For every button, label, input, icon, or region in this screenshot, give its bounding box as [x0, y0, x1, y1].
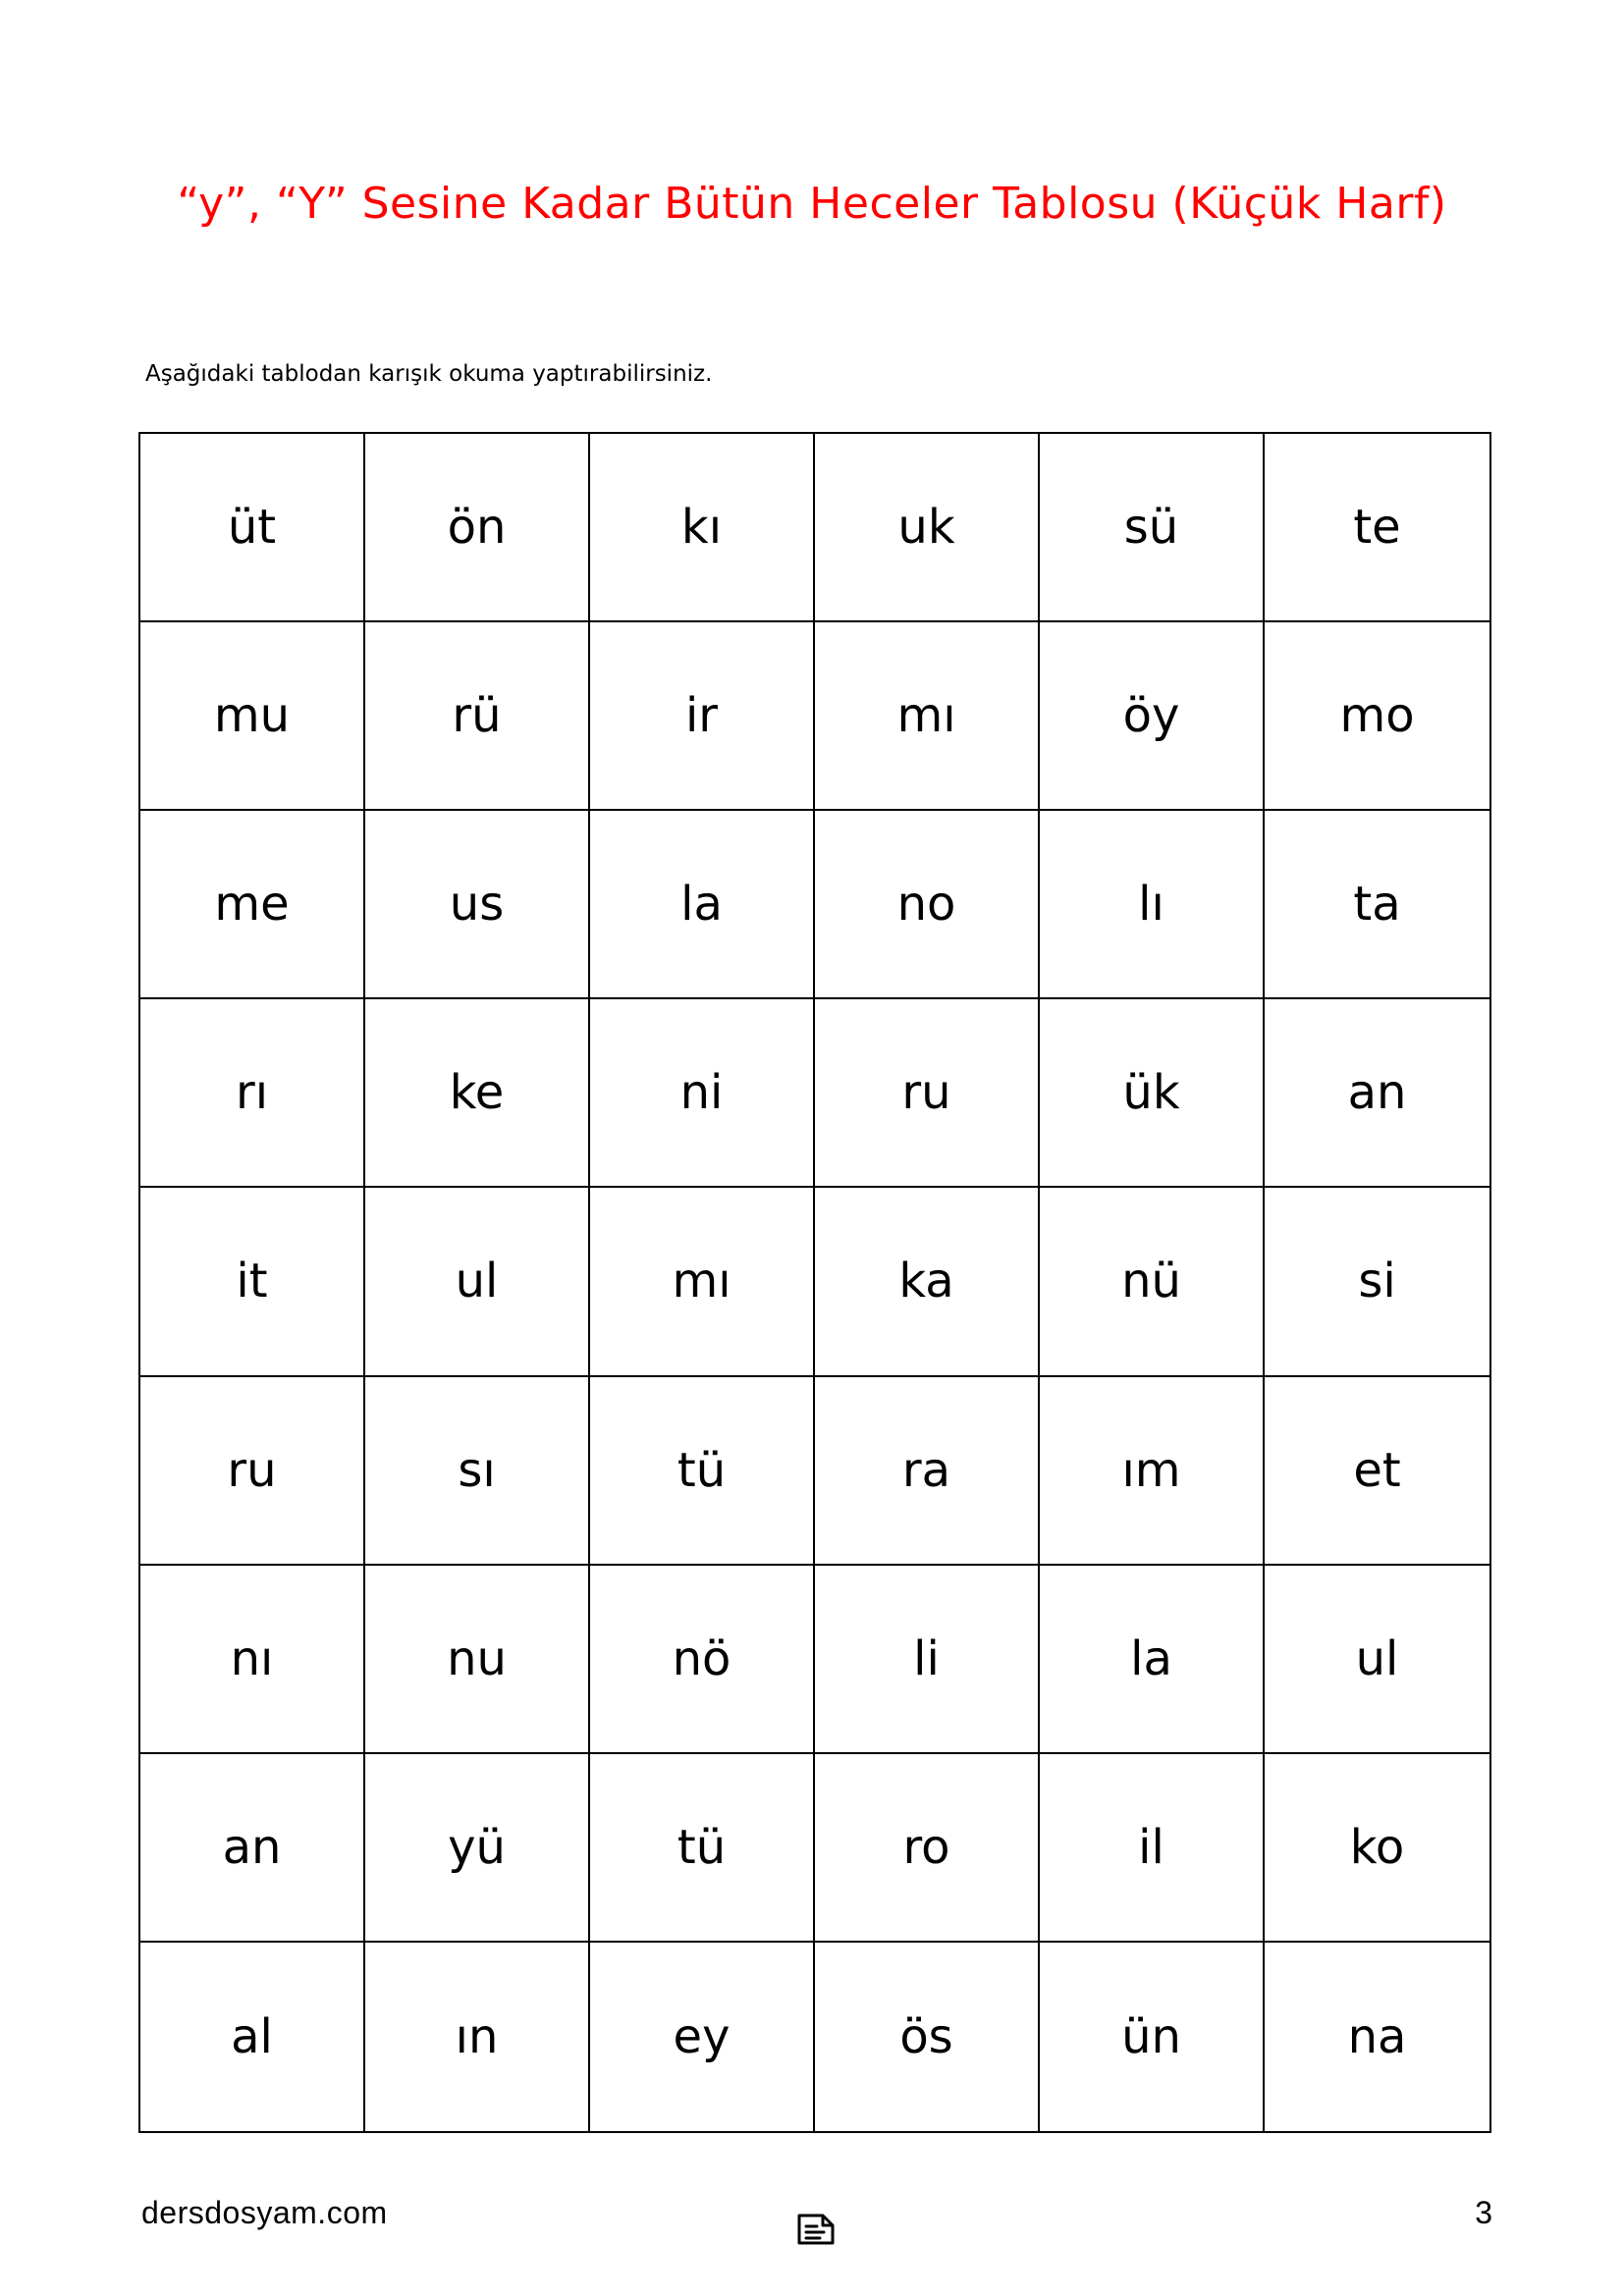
syllable-cell: ük — [1040, 999, 1265, 1188]
syllable-cell: ün — [1040, 1943, 1265, 2131]
syllable-cell: tü — [590, 1377, 815, 1566]
page-title: “y”, “Y” Sesine Kadar Bütün Heceler Tablosu (Küçük Harf) — [177, 179, 1447, 229]
syllable-cell: ön — [365, 434, 590, 622]
syllable-cell: öy — [1040, 622, 1265, 811]
syllable-cell: et — [1265, 1377, 1489, 1566]
syllable-cell: ey — [590, 1943, 815, 2131]
syllable-cell: kı — [590, 434, 815, 622]
syllable-cell: ös — [815, 1943, 1040, 2131]
syllable-cell: an — [140, 1754, 365, 1943]
syllable-cell: uk — [815, 434, 1040, 622]
syllable-cell: na — [1347, 2008, 1407, 2064]
syllable-cell: si — [1265, 1188, 1489, 1376]
syllable-cell: ta — [1265, 811, 1489, 999]
syllable-cell: tü — [590, 1754, 815, 1943]
syllable-cell: it — [140, 1188, 365, 1376]
syllable-cell: lı — [1040, 811, 1265, 999]
syllable-cell: ke — [365, 999, 590, 1188]
syllable-cell: nü — [1040, 1188, 1265, 1376]
syllable-table — [138, 432, 1491, 2133]
syllable-cell: rı — [140, 999, 365, 1188]
syllable-cell: mo — [1265, 622, 1489, 811]
page-number: 3 — [1475, 2195, 1492, 2230]
syllable-cell: yü — [365, 1754, 590, 1943]
syllable-cell: me — [140, 811, 365, 999]
syllable-cell: ro — [815, 1754, 1040, 1943]
syllable-cell: nı — [140, 1566, 365, 1754]
syllable-cell: al — [140, 1943, 365, 2131]
syllable-cell: ni — [590, 999, 815, 1188]
syllable-cell: ın — [365, 1943, 590, 2131]
syllable-cell: us — [365, 811, 590, 999]
syllable-cell: ul — [1265, 1566, 1489, 1754]
syllable-cell: mı — [815, 622, 1040, 811]
syllable-cell: la — [1040, 1566, 1265, 1754]
syllable-cell: ru — [815, 999, 1040, 1188]
syllable-cell: ım — [1040, 1377, 1265, 1566]
syllable-cell: ul — [365, 1188, 590, 1376]
syllable-cell: la — [590, 811, 815, 999]
syllable-cell: üt — [140, 434, 365, 622]
syllable-cell: an — [1265, 999, 1489, 1188]
syllable-cell: te — [1265, 434, 1489, 622]
syllable-cell: li — [815, 1566, 1040, 1754]
footer-site-link[interactable]: dersdosyam.com — [141, 2195, 388, 2230]
syllable-cell: mu — [140, 622, 365, 811]
syllable-cell: ru — [140, 1377, 365, 1566]
syllable-cell: ko — [1265, 1754, 1489, 1943]
syllable-cell: rü — [365, 622, 590, 811]
syllable-cell: nu — [365, 1566, 590, 1754]
instruction-text: Aşağıdaki tablodan karışık okuma yaptırabilirsiniz. — [145, 361, 713, 387]
syllable-cell: sü — [1040, 434, 1265, 622]
syllable-cell: mı — [590, 1188, 815, 1376]
syllable-cell: nö — [590, 1566, 815, 1754]
syllable-cell: ra — [815, 1377, 1040, 1566]
syllable-cell: sı — [365, 1377, 590, 1566]
syllable-cell: ka — [815, 1188, 1040, 1376]
syllable-cell: il — [1040, 1754, 1265, 1943]
syllable-cell: ir — [590, 622, 815, 811]
syllable-cell: no — [815, 811, 1040, 999]
document-list-icon — [793, 2211, 837, 2250]
